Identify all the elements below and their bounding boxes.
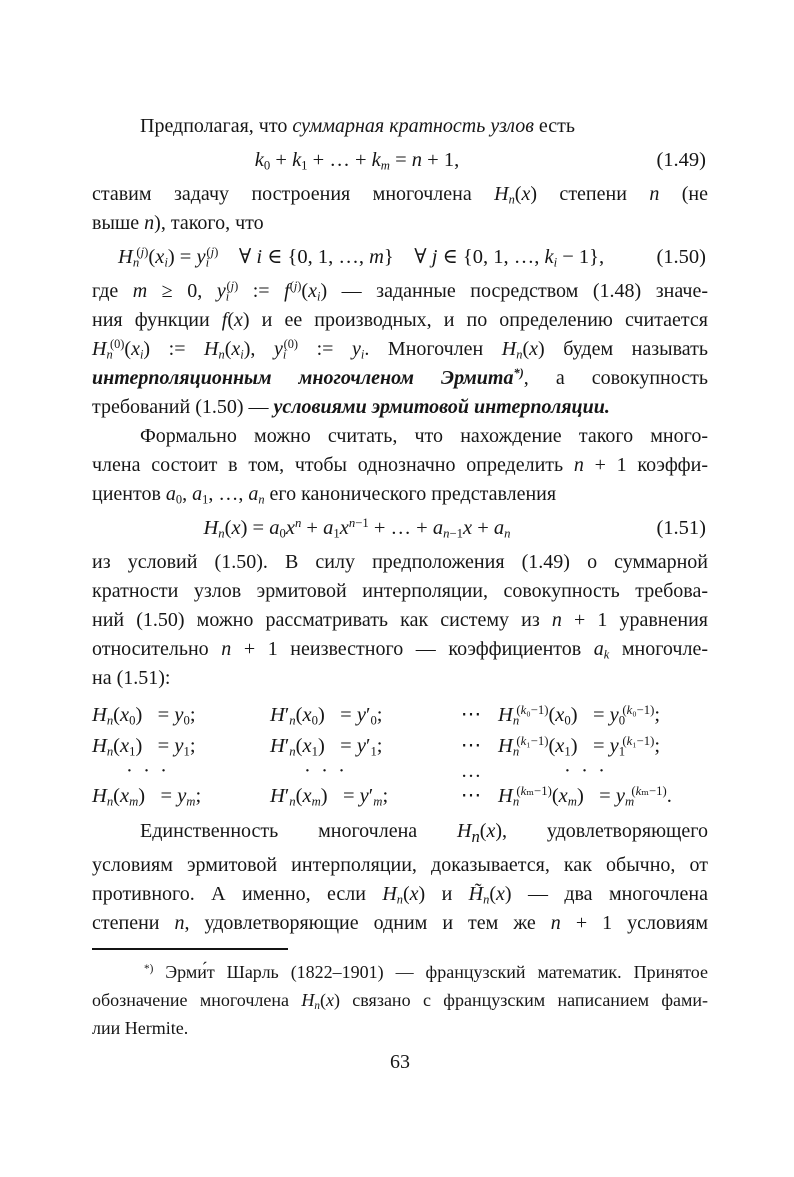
- system-cell-0-1: $H'_n(x_0)$ = $y'_0$;: [270, 704, 383, 728]
- hermite-conditions-bold: условиями эрмитовой интерполяции.: [273, 396, 610, 418]
- system-cell-3-3: $H_n^{(k_m-1)}(x_m)$ = $y_m^{(k_m-1)}$.: [498, 784, 672, 809]
- footnote: [92, 948, 708, 1042]
- system-dots-row-col2: · · ·: [304, 760, 345, 782]
- footnote-marker-inline: *): [513, 366, 524, 381]
- p5-line-2: кратности узлов эрмитовой интерполяции, совокупность требова-: [92, 580, 708, 602]
- p6-line-2: условиям эрмитовой интерполяции, доказывается, как обычно, от: [92, 854, 708, 876]
- equation-1-50-tag: (1.50): [656, 246, 706, 268]
- p6-line-1: Единственность многочлена $H_n(x)$, удовлетворяющего: [140, 820, 708, 846]
- p1-text-pre: Предполагая, что: [140, 115, 293, 137]
- p5-line-1: из условий (1.50). В силу предположения (1.49) о суммарной: [92, 551, 708, 573]
- system-dots-row-col4: · · ·: [564, 760, 605, 782]
- p5-line-3: ний (1.50) можно рассматривать как систему из n + 1 уравнения: [92, 609, 708, 631]
- p3-line-1: где m ≥ 0, $y_i^{(j)}$ := $f^{(j)}(x_i)$ — заданные посредством (1.48) значе-: [92, 279, 708, 304]
- system-cell-0-2: ⋯: [460, 704, 482, 726]
- hermite-term-line-1: [92, 364, 708, 393]
- equation-1-49-formula: $k_0 + k_1$ + … + $k_m = n + 1$,: [254, 149, 460, 173]
- p6-line-3: противного. А именно, если $H_n(x)$ и $H̃_n(x)$ — два многочлена: [92, 883, 708, 907]
- system-cell-1-1: $H'_n(x_1)$ = $y'_1$;: [270, 735, 383, 759]
- system-cell-3-0: $H_n(x_m)$ = $y_m$;: [92, 785, 202, 809]
- equation-1-50: [92, 241, 708, 274]
- equation-1-50-formula: $H_n^{(j)}(x_i) = y_i^{(j)}$ ∀ i ∈ {0, 1, …, m} ∀ j ∈ {0, 1, …, $k_i - 1$},: [118, 245, 605, 270]
- footnote-text-1: Эрми́т Шарль (1822–1901) — французский математик. Принятое: [153, 962, 708, 982]
- system-cell-3-1: $H'_n(x_m)$ = $y'_m$;: [270, 785, 389, 809]
- hermite-term-rest: , а совокупность: [523, 367, 708, 389]
- hermite-term-line-2: [92, 393, 708, 422]
- p2-line-1: ставим задачу построения многочлена $H_n(x)$ степени n (не: [92, 183, 709, 207]
- hermite-conditions-pre: требований (1.50) —: [92, 396, 274, 418]
- footnote-line-3: лии Hermite.: [92, 1018, 189, 1038]
- footnote-line-1: [92, 958, 708, 986]
- system-cell-1-0: $H_n(x_1)$ = $y_1$;: [92, 735, 196, 759]
- p5-line-4: относительно n + 1 неизвестного — коэффициентов $a_k$ многочле-: [92, 638, 708, 662]
- equation-1-49: [92, 144, 708, 177]
- p5-line-5: на (1.51):: [92, 667, 171, 689]
- p1-line-1: [92, 112, 708, 141]
- page-body-text: [92, 112, 708, 938]
- system-cell-0-0: $H_n(x_0)$ = $y_0$;: [92, 704, 196, 728]
- system-dots-row-col3: …: [460, 760, 482, 782]
- p1-emphasis: суммарная кратность узлов: [292, 115, 534, 137]
- p4-line-3: циентов $a_0$, $a_1$, …, $a_n$ его канонического представления: [92, 483, 557, 507]
- system-cell-3-2: ⋯: [460, 785, 482, 807]
- system-cell-0-3: $H_n^{(k_0-1)}(x_0)$ = $y_0^{(k_0-1)}$;: [498, 703, 661, 728]
- equation-1-51-formula: $H_n(x) = a_0x^n + a_1x^{n-1}$ + … + $a_{n-1}x + a_n$: [203, 516, 511, 541]
- hermite-equation-system: [92, 700, 708, 812]
- p6-line-4: степени n, удовлетворяющие одним и тем же n + 1 условиям: [92, 912, 708, 934]
- page-number: 63: [390, 1051, 410, 1073]
- p1-text-post: есть: [533, 115, 576, 137]
- hermite-term-bold: интерполяционным многочленом Эрмита: [92, 367, 514, 389]
- equation-1-51-tag: (1.51): [656, 517, 706, 539]
- system-cell-1-3: $H_n^{(k_1-1)}(x_1)$ = $y_1^{(k_1-1)}$;: [498, 734, 661, 759]
- system-cell-1-2: ⋯: [460, 735, 482, 757]
- p3-line-3: $H_n^{(0)}(x_i)$ := $H_n(x_i)$, $y_i^{(0)}$ := $y_i$. Многочлен $H_n(x)$ будем называть: [92, 337, 708, 362]
- equation-1-51: [92, 512, 708, 545]
- footnote-separator-rule: [92, 948, 288, 950]
- equation-1-49-tag: (1.49): [656, 149, 706, 171]
- system-dots-row-col1: · · ·: [126, 760, 167, 782]
- p4-line-1: Формально можно считать, что нахождение такого много-: [140, 425, 708, 447]
- p2-line-2: выше n), такого, что: [92, 212, 264, 234]
- p4-line-2: члена состоит в том, чтобы однозначно определить n + 1 коэффи-: [92, 454, 709, 476]
- footnote-line-2: обозначение многочлена $H_n(x)$ связано с французским написанием фами-: [92, 990, 708, 1013]
- footnote-marker: *): [144, 962, 154, 975]
- p3-line-2: ния функции f(x) и ее производных, и по определению считается: [92, 309, 708, 331]
